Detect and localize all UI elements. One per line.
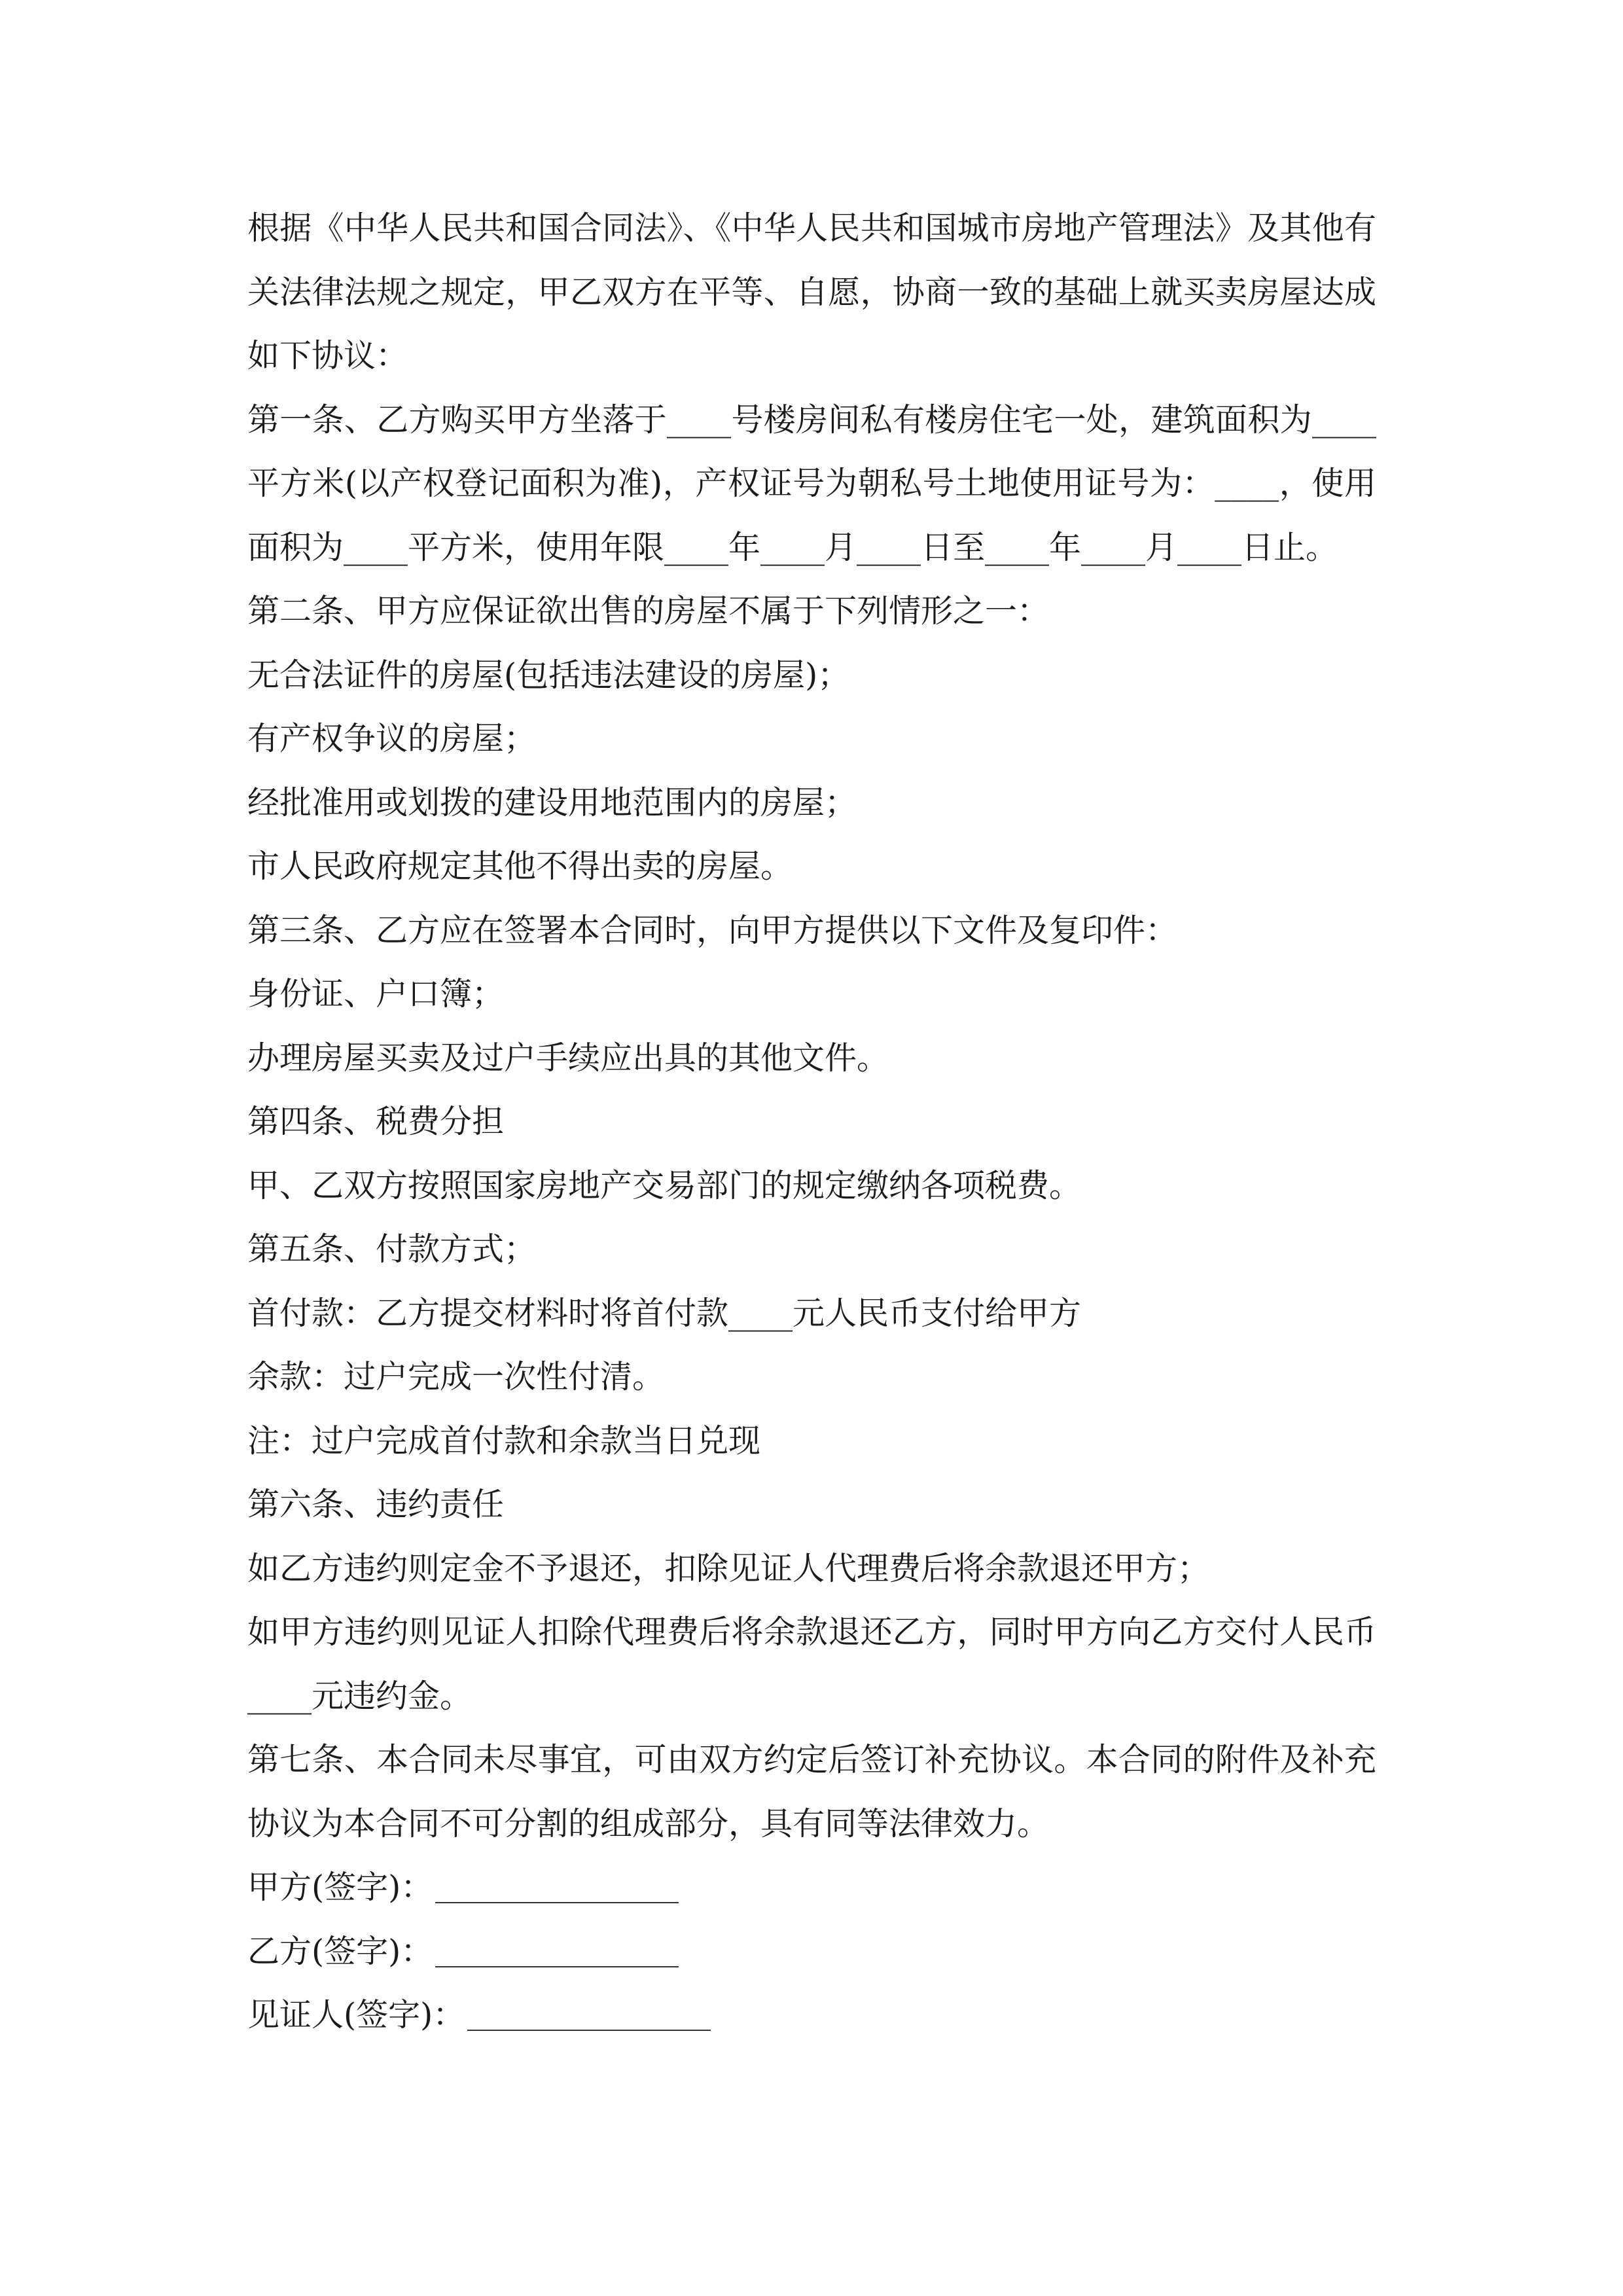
article-6-party-b-breach: 如乙方违约则定金不予退还，扣除见证人代理费后将余款退还甲方； bbox=[247, 1549, 1210, 1587]
contract-body bbox=[247, 196, 1376, 2047]
article-2-item-1: 无合法证件的房屋(包括违法建设的房屋)； bbox=[247, 656, 850, 694]
article-2-item-2: 有产权争议的房屋； bbox=[247, 720, 537, 757]
article-5-balance: 余款：过户完成一次性付清。 bbox=[247, 1358, 665, 1395]
witness-signature-blank bbox=[467, 2030, 711, 2031]
article-5-note: 注：过户完成首付款和余款当日兑现 bbox=[247, 1422, 761, 1460]
witness-signature-line bbox=[247, 1983, 1376, 2047]
party-a-signature-line bbox=[247, 1856, 1376, 1920]
article-6-heading: 第六条、违约责任 bbox=[247, 1486, 505, 1523]
party-b-signature-blank bbox=[435, 1966, 679, 1967]
article-3-item-1: 身份证、户口簿； bbox=[247, 975, 505, 1013]
party-a-signature-blank bbox=[435, 1902, 679, 1903]
article-5-down-payment: 首付款：乙方提交材料时将首付款____元人民币支付给甲方 bbox=[247, 1294, 1082, 1332]
article-3-heading: 第三条、乙方应在签署本合同时，向甲方提供以下文件及复印件： bbox=[247, 911, 1178, 949]
article-4-text: 甲、乙双方按照国家房地产交易部门的规定缴纳各项税费。 bbox=[247, 1166, 1082, 1204]
article-6-party-a-breach: 如甲方违约则见证人扣除代理费后将余款退还乙方，同时甲方向乙方交付人民币____元违约金。 bbox=[247, 1613, 1376, 1715]
party-a-signature-label: 甲方(签字)： bbox=[247, 1869, 433, 1906]
article-2-item-3: 经批准用或划拨的建设用地范围内的房屋； bbox=[247, 783, 857, 821]
article-7-paragraph: 第七条、本合同未尽事宜，可由双方约定后签订补充协议。本合同的附件及补充协议为本合同不可分割的组成部分，具有同等法律效力。 bbox=[247, 1741, 1376, 1842]
article-5-heading: 第五条、付款方式； bbox=[247, 1230, 537, 1268]
article-4-heading: 第四条、税费分担 bbox=[247, 1103, 505, 1140]
article-2-heading: 第二条、甲方应保证欲出售的房屋不属于下列情形之一： bbox=[247, 592, 1050, 630]
party-b-signature-line bbox=[247, 1920, 1376, 1984]
party-b-signature-label: 乙方(签字)： bbox=[247, 1932, 433, 1970]
witness-signature-label: 见证人(签字)： bbox=[247, 1996, 465, 2034]
preamble-paragraph: 根据《中华人民共和国合同法》、《中华人民共和国城市房地产管理法》及其他有关法律法规之规定，甲乙双方在平等、自愿，协商一致的基础上就买卖房屋达成如下协议： bbox=[247, 209, 1376, 374]
article-3-item-2: 办理房屋买卖及过户手续应出具的其他文件。 bbox=[247, 1039, 889, 1077]
article-1-paragraph: 第一条、乙方购买甲方坐落于____号楼房间私有楼房住宅一处，建筑面积为____平方米(以产权登记面积为准)，产权证号为朝私号土地使用证号为：____，使用面积为____平方米，使用年限____年____月____日至____年____月____日止。 bbox=[247, 401, 1376, 566]
article-2-item-4: 市人民政府规定其他不得出卖的房屋。 bbox=[247, 848, 793, 885]
